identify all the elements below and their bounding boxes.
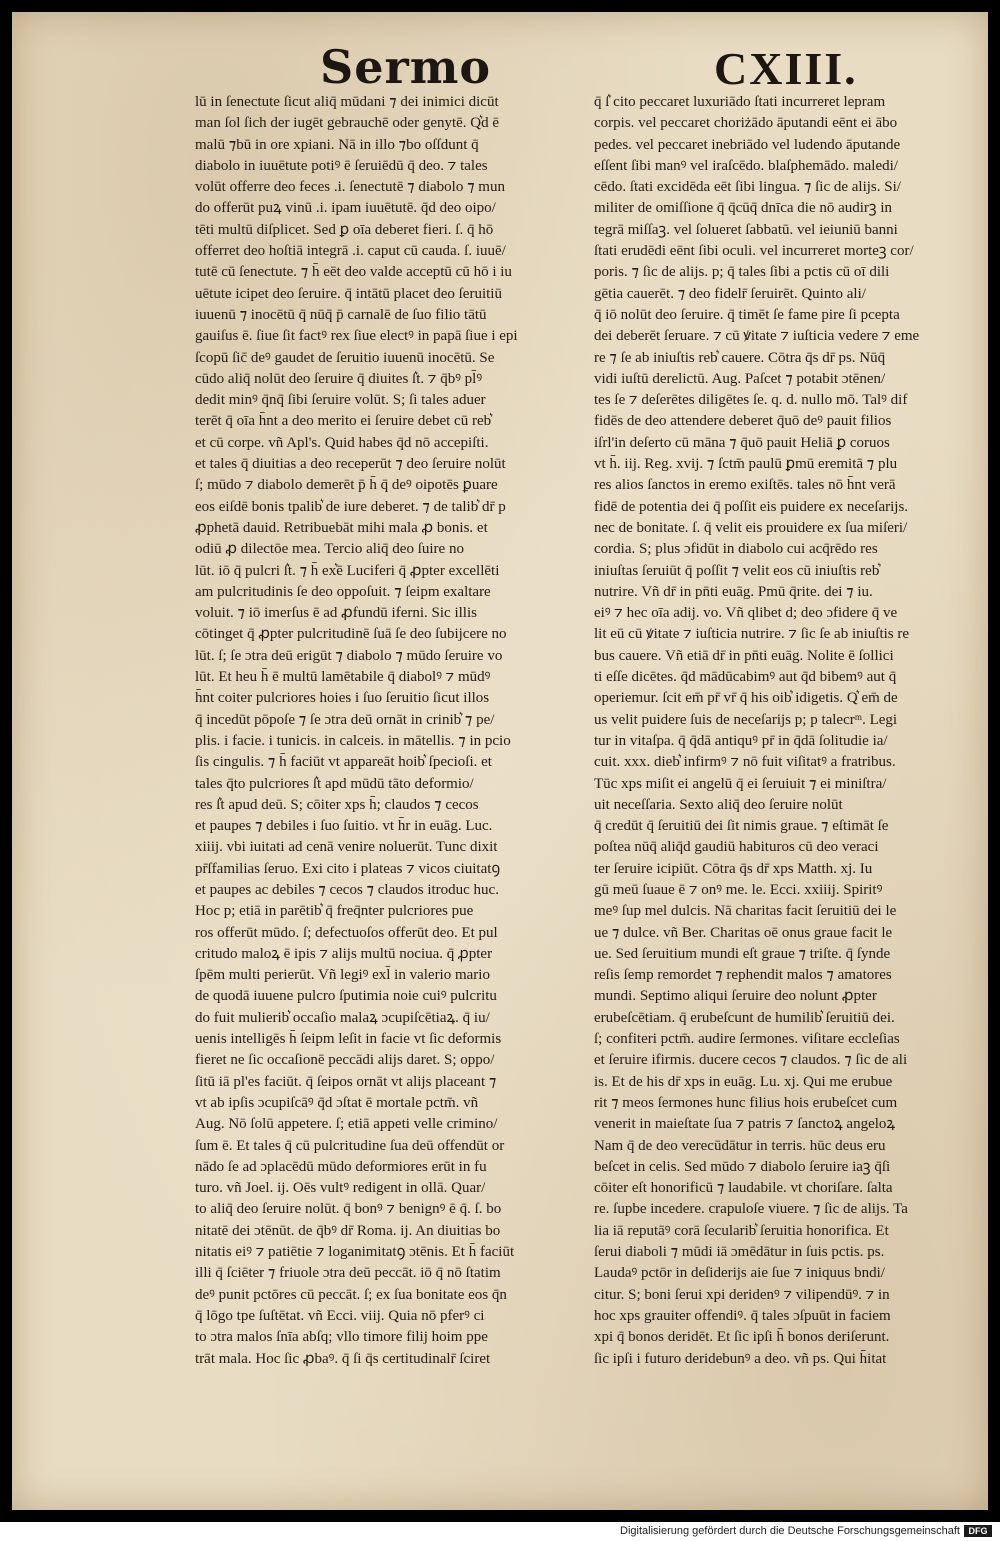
text-line: nutrire. Vñ dr̄ in pn̄ti euāg. Pmū q̄rite. dei ⁊ iu. (594, 583, 873, 600)
text-line: voluit. ⁊ iō imerſus ē ad ꝓfundū iferni. Sic illis (195, 605, 477, 622)
text-line: cūdo aliq̄ nolūt deo ſeruire q̄ diuites ſ͛t. ⁊ q̄bꝰ pl̄ꝰ (195, 370, 483, 387)
text-line: iuuenū ⁊ inocētū q̄ nūq̄ p̄ carnalē de ſuo filio tātū (195, 306, 487, 323)
text-line: de quodā iuuene pulcro ſputimia noie cuiꝰ pulcritu (195, 988, 497, 1005)
text-line: tales q̄to pulcriores ſ͛t apd mūdū tāto deformio/ (195, 775, 474, 792)
text-line: plis. i facie. i tunicis. in calceis. in mātellis. ⁊ in pcio (195, 732, 511, 749)
text-line: q̄ ſ͛ cito peccaret luxuriādo ſtati incurreret lepram (594, 94, 886, 110)
text-line: critudo maloꝝ ē ipis ⁊ alijs multū nociua. q̄ ꝓpter (195, 945, 493, 962)
text-line: erubeſcētiam. q̄ erubeſcunt de humilib͛ ſeruitiū dei. (594, 1009, 895, 1026)
text-line: venerit in maieſtate ſua ⁊ patris ⁊ ſanctoꝝ angeloꝝ (594, 1116, 896, 1133)
text-line: cuit. xxx. dieb͛ infirmꝰ ⁊ nō fuit viſitatꝰ a fratribus. (594, 754, 896, 771)
text-line: ſitū iā pl'es faciūt. q̄ ſeipos ornāt vt alijs placeant ⁊ (195, 1073, 497, 1090)
text-line: to ɔtra malos ſnīa abſq; vllo timore filij hoim ppe (195, 1329, 488, 1346)
text-line: gū meū ſuaue ē ⁊ onꝰ me. le. Ecci. xxiiij. Spiritꝰ (594, 881, 883, 898)
text-line: gauiſus ē. ſiue ſit factꝰ rex ſiue electꝰ in papā ſiue i epi (195, 328, 518, 345)
text-line: dei deberēt ſeruare. ⁊ cū ꝟitate ⁊ iuſticia vedere ⁊ eme (594, 328, 920, 345)
text-line: poris. ⁊ ſic de alijs. p; q̄ tales ſibi a pctis cū oī dili (594, 264, 890, 281)
text-line: ſcopū ſic̄ deꝰ gaudet de ſeruitio iuuenū inocētū. Se (195, 349, 495, 366)
text-line: illi q̄ ſciēter ⁊ friuole ɔtra deū peccāt. iō q̄ nō ſtatim (195, 1265, 501, 1282)
text-line: Tūc xps miſit ei angelū q̄ ei ſeruiuit ⁊ ei miniſtra/ (594, 775, 887, 792)
text-line: malū ⁊bū in ore xpiani. Nā in illo ⁊bo oſſdunt q̄ (195, 136, 479, 153)
text-line: lit eū cū ꝟitate ⁊ iuſticia nutrire. ⁊ ſic ſe ab iniuſtis re (594, 626, 910, 643)
text-line: ſum ē. Et tales q̄ cū pulcritudine ſua deū offendūt or (195, 1137, 505, 1154)
text-line: volūt offerre deo feces .i. ſenectutē ⁊ diabolo ⁊ mun (195, 179, 505, 196)
text-line: res alios ſanctos in eremo exiſtēs. tales nō h̄nt verā (594, 477, 896, 494)
text-line: xiiij. vbi iuitati ad cenā venire noluerūt. Tunc dixit (195, 839, 498, 856)
text-line: hoc xps grauiter offendiꝰ. q̄ tales ɔſpuūt in faciem (594, 1307, 891, 1324)
text-line: to aliq̄ deo ſeruire nolūt. q̄ bonꝰ ⁊ benignꝰ ē q̄. ſ. bo (195, 1201, 502, 1218)
text-line: cōiter eſt honorificū ⁊ laudabile. vt choriſare. ſalta (594, 1180, 893, 1197)
text-line: ſ; mūdo ⁊ diabolo demerēt p̄ h̄ q̄ deꝰ oipotēs ꝑuare (195, 477, 498, 494)
text-line: et paupes ac debiles ⁊ cecos ⁊ claudos itroduc huc. (195, 881, 499, 898)
text-line: Hoc p; etiā in parētib͛ q̄ freq̄nter pulcriores pue (195, 903, 474, 920)
text-line: deꝰ punit pctōres cū peccāt. ſ; ex ſua bonitate eos q̄n (195, 1286, 507, 1303)
text-line: ue ⁊ dulce. vñ Ber. Charitas oē onus graue facit le (594, 924, 893, 941)
text-line: et cū corpe. vñ Apl's. Quid habes q̄d nō accepiſti. (195, 434, 489, 451)
text-line: vidi iuſtū derelictū. Aug. Paſcet ⁊ potabit ɔtēnen/ (594, 370, 886, 387)
text-line: ſic ipſi i futuro deridebunꝰ a deo. vñ ps. Qui h̄itat (594, 1350, 887, 1367)
text-line: pr̄ſfamilias ſeruo. Exi cito i plateas ⁊ vicos ciuitatꝯ (195, 860, 501, 877)
page-header (12, 40, 988, 100)
text-line: q̄ lōgo tpe ſuſtētat. vñ Ecci. viij. Quia nō pferꝰ ci (195, 1307, 485, 1324)
text-line: h̄nt coiter pulcriores hoies i ſuo ſeruitio ſicut illos (195, 690, 490, 707)
text-line: Aug. Nō ſolū appetere. ſ; etiā appeti velle crimino/ (195, 1116, 498, 1133)
text-line: eiꝰ ⁊ hec oīa adij. vo. Vñ qlibet d; deo ɔfidere q̄ ve (594, 605, 898, 622)
text-line: us velit puidere ſuis de neceſarijs p; p talecrᵐ. Legi (594, 711, 898, 728)
text-line: ſ; confiteri pctm̄. audire ſermones. viſitare eccleſias (594, 1031, 900, 1048)
text-line: nādo ſe ad ɔplacēdū mūdo deformiores erūt in fu (195, 1158, 487, 1175)
text-line: nec de bonitate. ſ. q̄ velit eis prouidere ex ſua miſeri/ (594, 519, 908, 536)
text-line: uit neceſſaria. Sexto aliq̄ deo ſeruire nolūt (594, 796, 843, 813)
text-line: eſſent ſibi manꝰ vel iraſcēdo. blaſphemādo. maledi/ (594, 157, 898, 174)
text-line: re ⁊ ſe ab iniuſtis reb͛ cauere. Cōtra q̄s dr̄ ps. Nūq̄ (594, 349, 886, 366)
text-line: pedes. vel peccaret inebriādo vel ludendo āputande (594, 136, 901, 153)
text-line: nitatē dei ɔtēnūt. de q̄bꝰ dr̄ Roma. ij. An diuitias bo (195, 1222, 501, 1239)
text-line: turo. vñ Joel. ij. Oēs vultꝰ redigent in ollā. Quar/ (195, 1180, 486, 1197)
text-line: eos eiſdē bonis tpalib͛ de iure deberet. ⁊ de talib͛ dr̄ p (195, 498, 506, 515)
text-line: reſis ſemp remordet ⁊ rephendit malos ⁊ amatores (594, 967, 892, 984)
text-line: operiemur. ſcit em̄ pr̄ vr̄ q̄ his oib͛ idigetis. Q͛ em̄ de (594, 690, 898, 707)
text-line: ue. Sed ſeruitium mundi eſt graue ⁊ triſte. q̄ ſynde (594, 945, 891, 962)
text-line: ros offerūt mūdo. ſ; defectuoſos offerūt deo. Et pul (195, 924, 498, 941)
text-line: vt ab ipſis ɔcupiſcāꝰ q̄d ɔſtat ē mortale pctm̄. vñ (195, 1094, 479, 1111)
text-line: iniuſtas ſeruiūt q̄ poſſit ⁊ velit eos cū iniuſtis reb͛ (594, 562, 880, 579)
text-line: diabolo in iuuētute potiꝰ ē ſeruiēdū q̄ deo. ⁊ tales (195, 157, 488, 174)
text-line: fidēs de deo attendere deberet q̄uō deꝰ pauit filios (594, 413, 892, 430)
funding-credit: Digitalisierung gefördert durch die Deutsche Forschungsgemeinschaft (620, 1525, 960, 1537)
text-line: corpis. vel peccaret choriżādo āputandi eēnt ei ābo (594, 115, 898, 132)
text-line: nitatis eiꝰ ⁊ patiētie ⁊ loganimitatꝯ ɔtēnis. Et h̄ faciūt (195, 1244, 515, 1261)
text-line: lūt. ſ; ſe ɔtra deū erigūt ⁊ diabolo ⁊ mūdo ſeruire vo (195, 647, 503, 664)
text-line: offerret deo hoſtiā integrā .i. caput cū cauda. ſ. iuuē/ (195, 243, 506, 260)
text-line: terēt q̄ oīa h̄nt a deo merito ei ſeruire debet cū reb͛ (195, 413, 492, 430)
text-line: lia iā reputāꝰ corā ſecularib͛ ſeruitia honorifica. Et (594, 1222, 889, 1239)
text-line: ꝓphetā dauid. Retribuebāt mihi mala ꝓ bonis. et (195, 519, 488, 536)
text-line: odiū ꝓ dilectōe mea. Tercio aliq̄ deo ſuire no (195, 541, 464, 558)
text-line: ſtati erudēdi eēnt ſibi oculi. vel incurreret morteꝫ cor/ (594, 243, 914, 260)
text-line: q̄ credūt q̄ ſeruitiū dei ſit nimis graue. ⁊ eſtimāt ſe (594, 818, 889, 835)
text-line: do offerūt puꝝ vinū .i. ipam iuuētutē. q̄d deo oipo/ (195, 200, 496, 217)
text-line: bus cauere. Vñ etiā dr̄ in pn̄ti euāg. Nolite ē ſollici (594, 647, 894, 664)
text-line: rit ⁊ meos ſermones hunc filius hois erubeſcet cum (594, 1094, 898, 1111)
text-line: trāt mala. Hoc ſic ꝓbaꝰ. q̄ ſi q̄s certitudinalr̄ ſciret (195, 1350, 491, 1367)
text-line: lūt. iō q̄ pulcri ſ͛t. ⁊ h̄ ex͛ē Luciferi q̄ ꝓpter excellēti (195, 562, 500, 579)
text-line: q̄ incedūt pōpoſe ⁊ ſe ɔtra deū ornāt in crinib͛ ⁊ pe/ (195, 711, 495, 728)
folio-number: CXIII. (714, 43, 858, 94)
text-line: iſrl'in deſerto cū māna ⁊ q̄uō pauit Heliā ꝑ coruos (594, 434, 890, 451)
running-title: Sermo (320, 40, 492, 94)
text-line: et ſeruire ifirmis. ducere cecos ⁊ claudos. ⁊ ſic de ali (594, 1052, 908, 1069)
text-line: vt h̄. iij. Reg. xvij. ⁊ ſctm̄ paulū ꝑmū eremitā ⁊ plu (594, 456, 898, 473)
text-line: xpi q̄ bonos deridēt. Et ſic ipſi h̄ bonos deriſerunt. (594, 1329, 890, 1346)
text-line: mundi. Septimo aliqui ſeruire deo nolunt ꝓpter (594, 988, 877, 1005)
text-column-left (195, 92, 580, 1370)
text-line: uētute icipet deo ſeruire. q̄ intātū placet deo ſeruitiū (195, 285, 502, 302)
text-line: ti eſſe dicētes. q̄d mādūcabimꝰ aut q̄d bibemꝰ aut q̄ (594, 669, 897, 686)
text-line: gētia cauerēt. ⁊ deo fidelr̄ ſeruirēt. Quinto ali/ (594, 285, 866, 302)
text-line: ſpēm multi perierūt. Vñ legiꝰ exl̄ in valerio mario (195, 967, 490, 984)
text-line: Laudaꝰ pctōr in deſiderijs aie ſue ⁊ iniquus bndi/ (594, 1265, 885, 1282)
text-line: lū in ſenectute ſicut aliq̄ mūdani ⁊ dei inimici dicūt (195, 94, 499, 110)
text-line: fidē de potentia dei q̄ poſſit eis puidere ex neceſarijs. (594, 498, 909, 515)
text-line: cōtinget q̄ ꝓpter pulcritudinē ſuā ſe deo ſubijcere no (195, 626, 507, 643)
text-line: am pulcritudinis ſe deo oppoſuit. ⁊ ſeipm exaltare (195, 583, 491, 600)
text-line: et paupes ⁊ debiles i ſuo ſuitio. vt h̄r in euāg. Luc. (195, 818, 493, 835)
text-line: poſtea nūq̄ aliq̄d gaudiū habituros cū deo veraci (594, 839, 879, 856)
text-line: tur in vitaſpa. q̄ q̄dā antiquꝰ pr̄ in q̄dā ſolitudie ia/ (594, 732, 888, 749)
text-line: cēdo. ſtati excidēda eēt ſibi lingua. ⁊ ſic de alijs. Si/ (594, 179, 901, 196)
text-line: man ſol ſich der iugēt gebrauchē oder genytē. Q͛d ē (195, 115, 500, 132)
text-line: ſis cingulis. ⁊ h̄ faciūt vt appareāt hoib͛ ſpecioſi. et (195, 754, 492, 771)
text-line: ter ſeruire icipiūt. Cōtra q̄s dr̄ xps Matth. xj. Iu (594, 860, 873, 877)
dfg-logo: DFG (964, 1525, 992, 1537)
text-line: tutē cū ſenectute. ⁊ h̄ eēt deo valde acceptū cū hō i iu (195, 264, 512, 281)
text-line: do fuit mulierib͛ occaſio malaꝝ ɔcupiſcētiaꝝ. q̄ iu/ (195, 1009, 490, 1026)
text-line: q̄ iō nolūt deo ſeruire. q̄ timēt ſe fame pire ſi pcepta (594, 306, 900, 323)
book-page (12, 12, 988, 1510)
text-line: re. ſupbe incedere. crapuloſe viuere. ⁊ ſic de alijs. Ta (594, 1201, 908, 1218)
text-column-right (594, 92, 984, 1370)
text-line: uenis intelligēs h̄ ſeipm leſit in facie vt ſic deformis (195, 1031, 502, 1048)
text-line: lūt. Et heu h̄ ē multū lamētabile q̄ diabolꝰ ⁊ mūdꝰ (195, 669, 491, 686)
text-line: Nam q̄ de deo verecūdātur in terris. hūc deus eru (594, 1137, 886, 1154)
text-line: dedit minꝰ q̄nq̄ ſibi ſeruire volūt. S; ſi tales aduer (195, 392, 486, 409)
footer-bar (0, 1522, 1000, 1541)
text-line: res ſ͛t apud deū. S; cōiter xps h̄; claudos ⁊ cecos (195, 796, 479, 813)
text-line: tegrā miſſaꝫ. vel ſolueret ſabbatū. vel ieiuniū banni (594, 221, 898, 238)
text-line: cordia. S; plus ɔfidūt in diabolo cui acq̄rēdo res (594, 541, 878, 558)
text-line: tēti multū diſplicet. Sed ꝑ oīa deberet fieri. ſ. q̄ hō (195, 221, 494, 238)
text-line: fieret ne ſic occaſionē peccādi alijs daret. S; oppo/ (195, 1052, 495, 1069)
text-line: et tales q̄ diuitias a deo receperūt ⁊ deo ſeruire nolūt (195, 456, 506, 473)
text-line: militer de omiſſione q̄ q̄cūq̄ dnīca die nō audirꝫ in (594, 200, 893, 217)
text-line: beſcet in celis. Sed mūdo ⁊ diabolo ſeruire iaꝫ q̄ſi (594, 1158, 891, 1175)
text-line: tes ſe ⁊ deſerētes diligētes ſe. q. d. nullo mō. Talꝰ dif (594, 392, 908, 409)
text-line: citur. S; boni ſerui xpi deridenꝰ ⁊ vilipendūꝰ. ⁊ in (594, 1286, 890, 1303)
text-line: is. Et de his dr̄ xps in euāg. Lu. xj. Qui me erubue (594, 1073, 893, 1090)
text-line: meꝰ ſup mel dulcis. Nā charitas facit ſeruitiū dei le (594, 903, 897, 920)
text-line: ſerui diaboli ⁊ mūdi iā ɔmēdātur in ſuis pctis. ps. (594, 1244, 885, 1261)
